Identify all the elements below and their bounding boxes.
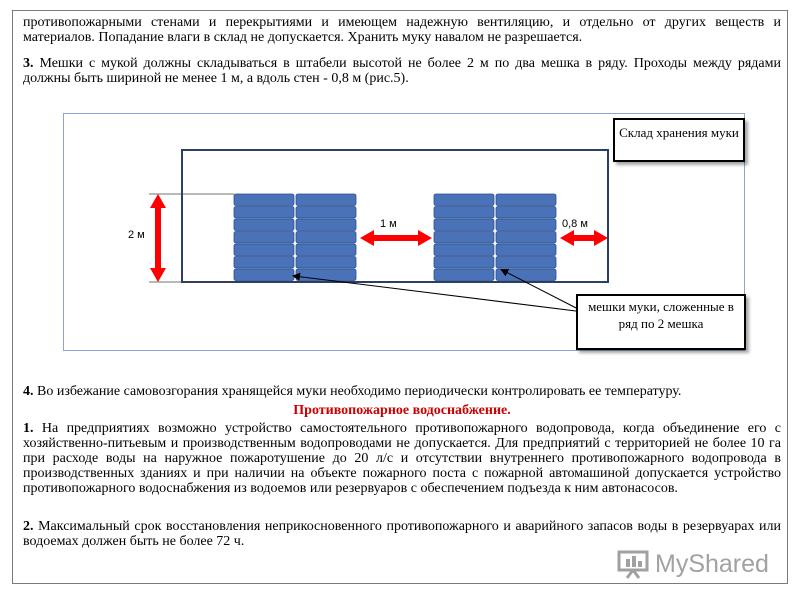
- arrow-height-head: [150, 268, 166, 282]
- flour-bag: [296, 232, 356, 244]
- paragraph-3-number: 3.: [23, 56, 34, 71]
- flour-bag: [496, 194, 556, 206]
- flour-bag: [434, 194, 494, 206]
- flour-bag: [234, 232, 294, 244]
- flour-bag: [234, 207, 294, 219]
- paragraph-water-2: [23, 519, 781, 549]
- flour-bag: [434, 244, 494, 256]
- flour-bag: [434, 219, 494, 231]
- flour-bag: [296, 207, 356, 219]
- flour-bag: [234, 194, 294, 206]
- paragraph-water-1-number: 1.: [23, 421, 34, 436]
- document-page: [12, 10, 788, 584]
- flour-bag: [296, 257, 356, 269]
- flour-bag: [434, 257, 494, 269]
- label-wall: 0,8 м: [562, 218, 588, 230]
- callout-bags: мешки муки, сложенные в ряд по 2 мешка: [576, 294, 746, 350]
- flour-bag: [496, 232, 556, 244]
- flour-bag: [434, 207, 494, 219]
- paragraph-3: [23, 56, 781, 86]
- paragraph-water-1: [23, 421, 781, 496]
- flour-bag: [296, 194, 356, 206]
- flour-bag: [234, 257, 294, 269]
- paragraph-4-number: 4.: [23, 384, 34, 399]
- paragraph-3-text: Мешки с мукой должны складываться в штабели высотой не более 2 м по два мешка в ряду. Проходы между рядами должны быть шириной не менее 1 м, а вдоль стен - 0,8 м (рис.5).: [23, 56, 781, 86]
- flour-bag: [496, 244, 556, 256]
- flour-bag: [296, 244, 356, 256]
- watermark-logo: [617, 549, 769, 579]
- paragraph-water-2-text: Максимальный срок восстановления неприкосновенного противопожарного и аварийного запасов воды в резервуарах или водоемах должен быть не более 72 ч.: [23, 519, 781, 549]
- paragraph-water-1-text: На предприятиях возможно устройство самостоятельного противопожарного водопровода, когда объединение его с хозяйственно-питьевым и производственным водопроводами не допускается. Для предприятий с территорией не более 10 га при расходе воды на наружное пожаротушение до 20 л/с и отсутствии внутреннего противопожарного водопровода в производственных зданиях и при наличии на объекте пожарного поста с пожарной автомашиной допускается устройство противопожарного водоснабжения из водоемов или резервуаров с обеспечением подъезда к ним автонасосов.: [23, 421, 781, 496]
- flour-bag: [434, 269, 494, 281]
- callout-warehouse: Склад хранения муки: [613, 118, 745, 162]
- flour-bag: [234, 269, 294, 281]
- label-height: 2 м: [128, 229, 145, 241]
- watermark-brand: MyShared: [655, 549, 769, 578]
- flour-bag: [296, 219, 356, 231]
- paragraph-4: [23, 384, 781, 399]
- flour-bag: [496, 269, 556, 281]
- paragraph-water-2-number: 2.: [23, 519, 34, 534]
- flour-bag: [234, 244, 294, 256]
- flour-bag: [496, 219, 556, 231]
- arrow-height-head: [150, 194, 166, 208]
- flour-bag: [296, 269, 356, 281]
- paragraph-intro: противопожарными стенами и перекрытиями и имеющем надежную вентиляцию, и отдельно от других веществ и материалов. Попадание влаги в склад не допускается. Хранить муку навалом не разрешается.: [23, 15, 781, 45]
- paragraph-4-text: Во избежание самовозгорания хранящейся муки необходимо периодически контролировать ее температуру.: [33, 384, 682, 399]
- label-passage: 1 м: [380, 218, 397, 230]
- flour-bag: [496, 207, 556, 219]
- flour-bag: [234, 219, 294, 231]
- flour-bag: [496, 257, 556, 269]
- warehouse-figure: [63, 113, 745, 351]
- flour-bag: [434, 232, 494, 244]
- presentation-icon: [617, 549, 651, 579]
- section-heading: Противопожарное водоснабжение.: [293, 403, 511, 418]
